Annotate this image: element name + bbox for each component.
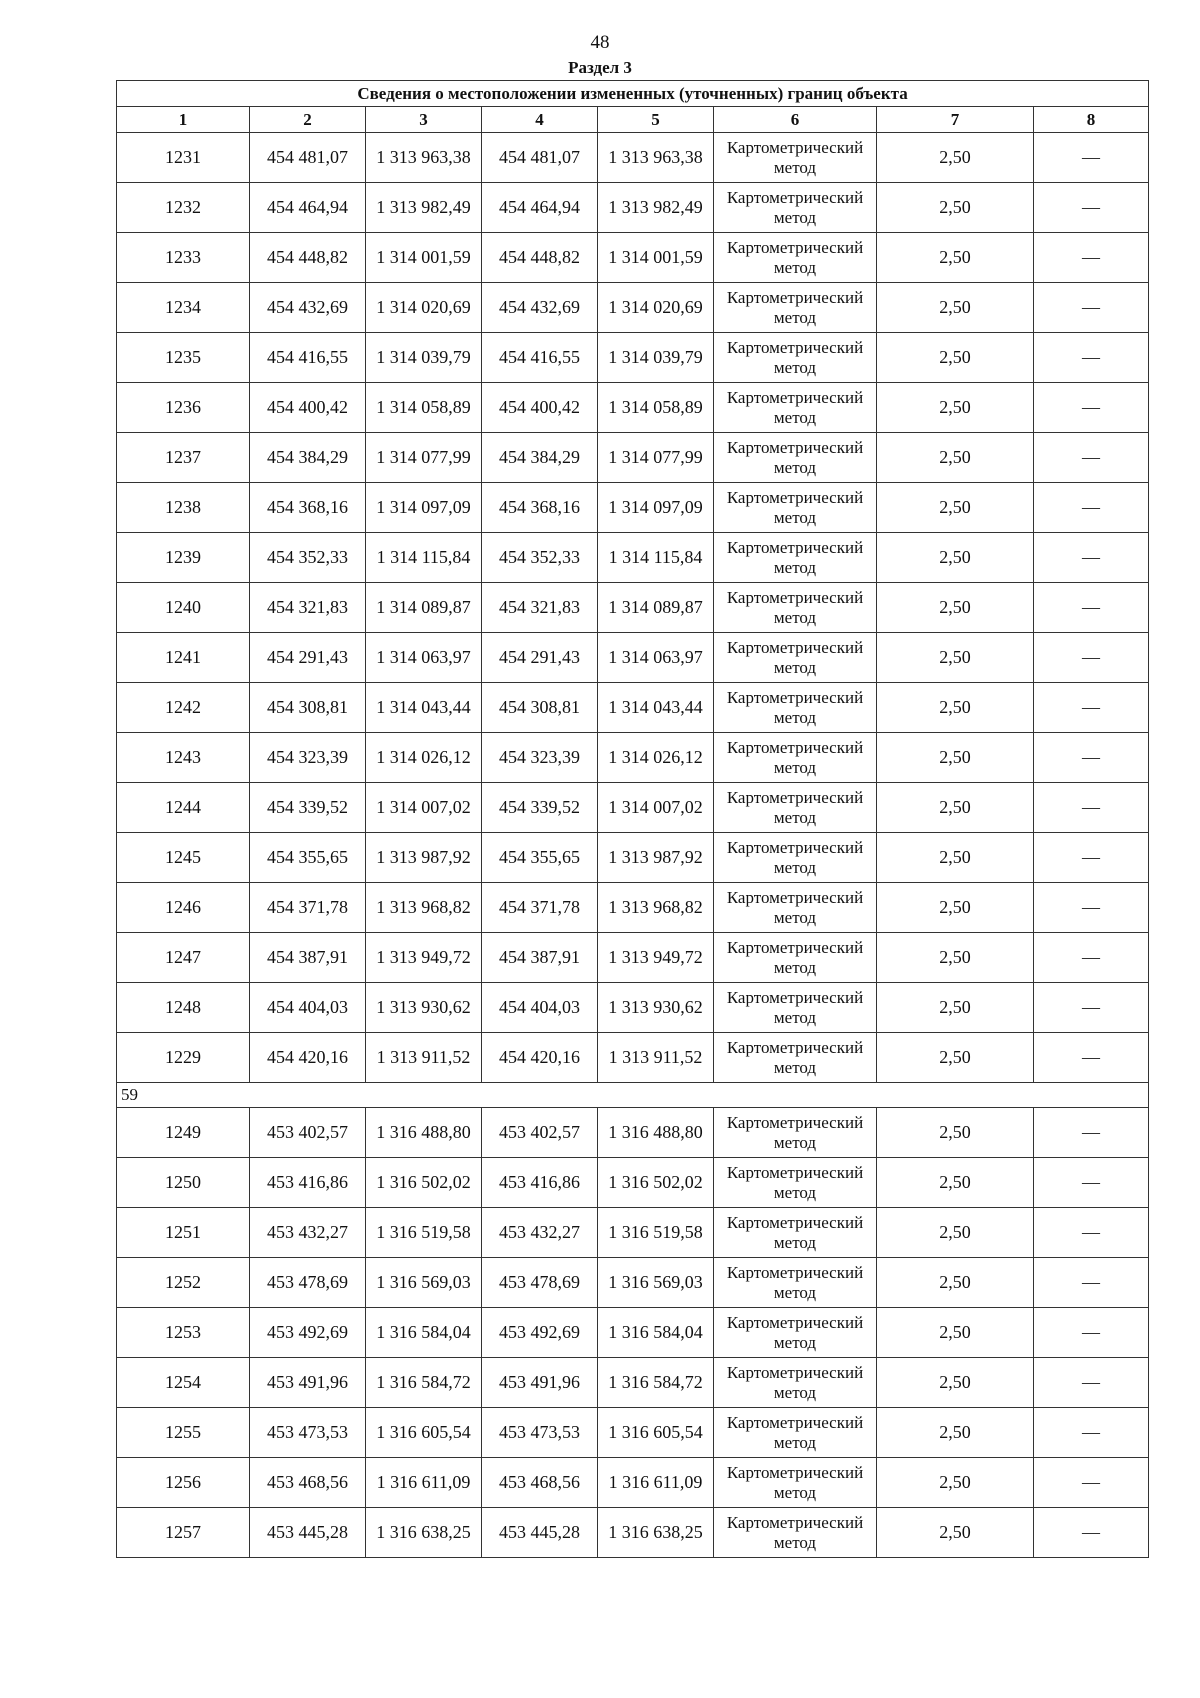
existing-x-cell: 454 323,39 (250, 733, 366, 783)
new-x-cell: 454 321,83 (482, 583, 598, 633)
existing-x-cell: 454 404,03 (250, 983, 366, 1033)
method-cell: Картометрический метод (714, 1308, 877, 1358)
table-row (117, 883, 1149, 933)
description-cell: — (1034, 1308, 1149, 1358)
existing-x-cell: 454 481,07 (250, 133, 366, 183)
accuracy-cell: 2,50 (877, 1108, 1034, 1158)
new-y-cell: 1 314 007,02 (598, 783, 714, 833)
point-number-cell: 1241 (117, 633, 250, 683)
table-row (117, 433, 1149, 483)
description-cell: — (1034, 183, 1149, 233)
table-row (117, 1208, 1149, 1258)
point-number-cell: 1245 (117, 833, 250, 883)
description-cell: — (1034, 833, 1149, 883)
description-cell: — (1034, 1358, 1149, 1408)
method-cell: Картометрический метод (714, 283, 877, 333)
description-cell: — (1034, 1458, 1149, 1508)
accuracy-cell: 2,50 (877, 483, 1034, 533)
existing-x-cell: 454 432,69 (250, 283, 366, 333)
existing-y-cell: 1 313 930,62 (366, 983, 482, 1033)
table-row (117, 633, 1149, 683)
new-x-cell: 454 400,42 (482, 383, 598, 433)
existing-x-cell: 453 445,28 (250, 1508, 366, 1558)
description-cell: — (1034, 333, 1149, 383)
new-x-cell: 454 355,65 (482, 833, 598, 883)
existing-x-cell: 454 291,43 (250, 633, 366, 683)
existing-x-cell: 454 387,91 (250, 933, 366, 983)
new-x-cell: 454 416,55 (482, 333, 598, 383)
table-row (117, 183, 1149, 233)
existing-x-cell: 454 384,29 (250, 433, 366, 483)
column-number-6: 6 (714, 107, 877, 133)
description-cell: — (1034, 1508, 1149, 1558)
point-number-cell: 1244 (117, 783, 250, 833)
accuracy-cell: 2,50 (877, 683, 1034, 733)
description-cell: — (1034, 533, 1149, 583)
table-row (117, 1158, 1149, 1208)
table-row (117, 1458, 1149, 1508)
point-number-cell: 1232 (117, 183, 250, 233)
existing-x-cell: 454 371,78 (250, 883, 366, 933)
existing-y-cell: 1 313 963,38 (366, 133, 482, 183)
new-x-cell: 454 387,91 (482, 933, 598, 983)
table-row (117, 1358, 1149, 1408)
method-cell: Картометрический метод (714, 1508, 877, 1558)
existing-x-cell: 453 492,69 (250, 1308, 366, 1358)
table-row (117, 583, 1149, 633)
accuracy-cell: 2,50 (877, 1033, 1034, 1083)
existing-y-cell: 1 313 982,49 (366, 183, 482, 233)
description-cell: — (1034, 983, 1149, 1033)
point-number-cell: 1239 (117, 533, 250, 583)
existing-y-cell: 1 314 026,12 (366, 733, 482, 783)
new-x-cell: 454 352,33 (482, 533, 598, 583)
new-y-cell: 1 314 077,99 (598, 433, 714, 483)
table-row (117, 933, 1149, 983)
existing-x-cell: 453 416,86 (250, 1158, 366, 1208)
point-number-cell: 1233 (117, 233, 250, 283)
accuracy-cell: 2,50 (877, 1208, 1034, 1258)
method-cell: Картометрический метод (714, 683, 877, 733)
method-cell: Картометрический метод (714, 1208, 877, 1258)
description-cell: — (1034, 683, 1149, 733)
existing-y-cell: 1 313 987,92 (366, 833, 482, 883)
existing-y-cell: 1 314 043,44 (366, 683, 482, 733)
new-x-cell: 453 492,69 (482, 1308, 598, 1358)
existing-y-cell: 1 316 584,04 (366, 1308, 482, 1358)
method-cell: Картометрический метод (714, 483, 877, 533)
existing-x-cell: 453 478,69 (250, 1258, 366, 1308)
existing-y-cell: 1 316 584,72 (366, 1358, 482, 1408)
existing-y-cell: 1 314 063,97 (366, 633, 482, 683)
method-cell: Картометрический метод (714, 133, 877, 183)
method-cell: Картометрический метод (714, 1258, 877, 1308)
point-number-cell: 1256 (117, 1458, 250, 1508)
new-y-cell: 1 313 982,49 (598, 183, 714, 233)
accuracy-cell: 2,50 (877, 433, 1034, 483)
method-cell: Картометрический метод (714, 533, 877, 583)
new-y-cell: 1 316 584,04 (598, 1308, 714, 1358)
new-x-cell: 453 416,86 (482, 1158, 598, 1208)
new-y-cell: 1 313 987,92 (598, 833, 714, 883)
column-number-4: 4 (482, 107, 598, 133)
point-number-cell: 1253 (117, 1308, 250, 1358)
point-number-cell: 1257 (117, 1508, 250, 1558)
table-row (117, 783, 1149, 833)
new-x-cell: 453 478,69 (482, 1258, 598, 1308)
accuracy-cell: 2,50 (877, 1458, 1034, 1508)
accuracy-cell: 2,50 (877, 533, 1034, 583)
accuracy-cell: 2,50 (877, 333, 1034, 383)
description-cell: — (1034, 233, 1149, 283)
method-cell: Картометрический метод (714, 633, 877, 683)
existing-y-cell: 1 314 077,99 (366, 433, 482, 483)
description-cell: — (1034, 483, 1149, 533)
table-row (117, 1308, 1149, 1358)
table-row (117, 833, 1149, 883)
description-cell: — (1034, 1208, 1149, 1258)
existing-y-cell: 1 314 020,69 (366, 283, 482, 333)
new-x-cell: 453 468,56 (482, 1458, 598, 1508)
table-row (117, 233, 1149, 283)
column-number-7: 7 (877, 107, 1034, 133)
table-caption-row (117, 81, 1149, 107)
column-number-2: 2 (250, 107, 366, 133)
table-row (117, 683, 1149, 733)
point-number-cell: 1236 (117, 383, 250, 433)
new-x-cell: 453 402,57 (482, 1108, 598, 1158)
new-y-cell: 1 314 115,84 (598, 533, 714, 583)
accuracy-cell: 2,50 (877, 1258, 1034, 1308)
table-row (117, 333, 1149, 383)
accuracy-cell: 2,50 (877, 183, 1034, 233)
existing-y-cell: 1 314 001,59 (366, 233, 482, 283)
method-cell: Картометрический метод (714, 183, 877, 233)
existing-y-cell: 1 316 638,25 (366, 1508, 482, 1558)
accuracy-cell: 2,50 (877, 233, 1034, 283)
accuracy-cell: 2,50 (877, 783, 1034, 833)
accuracy-cell: 2,50 (877, 933, 1034, 983)
description-cell: — (1034, 383, 1149, 433)
accuracy-cell: 2,50 (877, 383, 1034, 433)
new-x-cell: 453 432,27 (482, 1208, 598, 1258)
accuracy-cell: 2,50 (877, 833, 1034, 883)
description-cell: — (1034, 883, 1149, 933)
new-x-cell: 454 339,52 (482, 783, 598, 833)
new-y-cell: 1 316 605,54 (598, 1408, 714, 1458)
new-y-cell: 1 314 089,87 (598, 583, 714, 633)
existing-x-cell: 454 308,81 (250, 683, 366, 733)
table-row (117, 1108, 1149, 1158)
table-row (117, 1258, 1149, 1308)
page-number: 48 (590, 32, 610, 53)
new-x-cell: 453 445,28 (482, 1508, 598, 1558)
new-x-cell: 454 384,29 (482, 433, 598, 483)
accuracy-cell: 2,50 (877, 883, 1034, 933)
accuracy-cell: 2,50 (877, 1358, 1034, 1408)
existing-y-cell: 1 316 569,03 (366, 1258, 482, 1308)
description-cell: — (1034, 283, 1149, 333)
table-row (117, 983, 1149, 1033)
column-number-row (117, 107, 1149, 133)
new-x-cell: 454 308,81 (482, 683, 598, 733)
new-y-cell: 1 316 638,25 (598, 1508, 714, 1558)
boundary-coordinates-table (116, 80, 1149, 1558)
description-cell: — (1034, 133, 1149, 183)
point-number-cell: 1235 (117, 333, 250, 383)
existing-x-cell: 454 400,42 (250, 383, 366, 433)
method-cell: Картометрический метод (714, 1158, 877, 1208)
new-y-cell: 1 316 611,09 (598, 1458, 714, 1508)
description-cell: — (1034, 733, 1149, 783)
new-y-cell: 1 314 097,09 (598, 483, 714, 533)
accuracy-cell: 2,50 (877, 983, 1034, 1033)
existing-x-cell: 454 448,82 (250, 233, 366, 283)
method-cell: Картометрический метод (714, 1108, 877, 1158)
method-cell: Картометрический метод (714, 833, 877, 883)
new-y-cell: 1 313 930,62 (598, 983, 714, 1033)
method-cell: Картометрический метод (714, 783, 877, 833)
new-y-cell: 1 314 039,79 (598, 333, 714, 383)
new-y-cell: 1 313 968,82 (598, 883, 714, 933)
new-x-cell: 454 371,78 (482, 883, 598, 933)
accuracy-cell: 2,50 (877, 283, 1034, 333)
group-label: 59 (117, 1083, 1149, 1108)
table-row (117, 1408, 1149, 1458)
point-number-cell: 1246 (117, 883, 250, 933)
new-y-cell: 1 313 949,72 (598, 933, 714, 983)
existing-x-cell: 453 402,57 (250, 1108, 366, 1158)
existing-x-cell: 454 416,55 (250, 333, 366, 383)
new-y-cell: 1 314 063,97 (598, 633, 714, 683)
point-number-cell: 1254 (117, 1358, 250, 1408)
accuracy-cell: 2,50 (877, 583, 1034, 633)
new-x-cell: 454 481,07 (482, 133, 598, 183)
description-cell: — (1034, 1108, 1149, 1158)
new-y-cell: 1 316 488,80 (598, 1108, 714, 1158)
method-cell: Картометрический метод (714, 1458, 877, 1508)
accuracy-cell: 2,50 (877, 1158, 1034, 1208)
description-cell: — (1034, 1408, 1149, 1458)
method-cell: Картометрический метод (714, 1408, 877, 1458)
existing-y-cell: 1 314 058,89 (366, 383, 482, 433)
table-row (117, 283, 1149, 333)
existing-x-cell: 453 468,56 (250, 1458, 366, 1508)
existing-y-cell: 1 314 007,02 (366, 783, 482, 833)
point-number-cell: 1238 (117, 483, 250, 533)
new-y-cell: 1 314 020,69 (598, 283, 714, 333)
new-x-cell: 453 491,96 (482, 1358, 598, 1408)
accuracy-cell: 2,50 (877, 633, 1034, 683)
column-number-3: 3 (366, 107, 482, 133)
existing-y-cell: 1 314 089,87 (366, 583, 482, 633)
description-cell: — (1034, 783, 1149, 833)
method-cell: Картометрический метод (714, 983, 877, 1033)
description-cell: — (1034, 1158, 1149, 1208)
existing-x-cell: 454 420,16 (250, 1033, 366, 1083)
existing-y-cell: 1 314 039,79 (366, 333, 482, 383)
existing-y-cell: 1 314 097,09 (366, 483, 482, 533)
column-number-8: 8 (1034, 107, 1149, 133)
description-cell: — (1034, 933, 1149, 983)
point-number-cell: 1247 (117, 933, 250, 983)
table-body (117, 133, 1149, 1558)
method-cell: Картометрический метод (714, 333, 877, 383)
new-x-cell: 454 291,43 (482, 633, 598, 683)
new-x-cell: 454 368,16 (482, 483, 598, 533)
point-number-cell: 1237 (117, 433, 250, 483)
point-number-cell: 1231 (117, 133, 250, 183)
method-cell: Картометрический метод (714, 233, 877, 283)
existing-y-cell: 1 313 968,82 (366, 883, 482, 933)
new-x-cell: 454 420,16 (482, 1033, 598, 1083)
column-number-5: 5 (598, 107, 714, 133)
point-number-cell: 1242 (117, 683, 250, 733)
new-y-cell: 1 313 911,52 (598, 1033, 714, 1083)
existing-x-cell: 454 355,65 (250, 833, 366, 883)
point-number-cell: 1251 (117, 1208, 250, 1258)
new-y-cell: 1 313 963,38 (598, 133, 714, 183)
section-title: Раздел 3 (568, 58, 632, 77)
description-cell: — (1034, 1258, 1149, 1308)
new-y-cell: 1 316 502,02 (598, 1158, 714, 1208)
new-x-cell: 454 464,94 (482, 183, 598, 233)
description-cell: — (1034, 1033, 1149, 1083)
existing-y-cell: 1 316 519,58 (366, 1208, 482, 1258)
existing-y-cell: 1 316 611,09 (366, 1458, 482, 1508)
new-x-cell: 454 432,69 (482, 283, 598, 333)
existing-x-cell: 453 491,96 (250, 1358, 366, 1408)
method-cell: Картометрический метод (714, 1358, 877, 1408)
existing-x-cell: 453 432,27 (250, 1208, 366, 1258)
table-row (117, 733, 1149, 783)
table-row (117, 533, 1149, 583)
new-x-cell: 454 404,03 (482, 983, 598, 1033)
existing-y-cell: 1 316 605,54 (366, 1408, 482, 1458)
method-cell: Картометрический метод (714, 883, 877, 933)
existing-x-cell: 454 368,16 (250, 483, 366, 533)
new-y-cell: 1 316 569,03 (598, 1258, 714, 1308)
point-number-cell: 1229 (117, 1033, 250, 1083)
accuracy-cell: 2,50 (877, 1308, 1034, 1358)
new-x-cell: 453 473,53 (482, 1408, 598, 1458)
point-number-cell: 1249 (117, 1108, 250, 1158)
point-number-cell: 1240 (117, 583, 250, 633)
method-cell: Картометрический метод (714, 583, 877, 633)
new-y-cell: 1 314 026,12 (598, 733, 714, 783)
new-y-cell: 1 314 001,59 (598, 233, 714, 283)
point-number-cell: 1250 (117, 1158, 250, 1208)
accuracy-cell: 2,50 (877, 133, 1034, 183)
table-row (117, 383, 1149, 433)
new-y-cell: 1 314 043,44 (598, 683, 714, 733)
point-number-cell: 1248 (117, 983, 250, 1033)
existing-x-cell: 453 473,53 (250, 1408, 366, 1458)
accuracy-cell: 2,50 (877, 1508, 1034, 1558)
new-y-cell: 1 314 058,89 (598, 383, 714, 433)
method-cell: Картометрический метод (714, 933, 877, 983)
existing-y-cell: 1 314 115,84 (366, 533, 482, 583)
table-row (117, 483, 1149, 533)
description-cell: — (1034, 433, 1149, 483)
point-number-cell: 1252 (117, 1258, 250, 1308)
existing-x-cell: 454 352,33 (250, 533, 366, 583)
table-row (117, 1508, 1149, 1558)
existing-x-cell: 454 339,52 (250, 783, 366, 833)
description-cell: — (1034, 633, 1149, 683)
method-cell: Картометрический метод (714, 433, 877, 483)
description-cell: — (1034, 583, 1149, 633)
point-number-cell: 1234 (117, 283, 250, 333)
table-caption: Сведения о местоположении измененных (уточненных) границ объекта (117, 81, 1149, 107)
existing-y-cell: 1 316 488,80 (366, 1108, 482, 1158)
point-number-cell: 1243 (117, 733, 250, 783)
method-cell: Картометрический метод (714, 1033, 877, 1083)
table-row (117, 1033, 1149, 1083)
point-number-cell: 1255 (117, 1408, 250, 1458)
accuracy-cell: 2,50 (877, 1408, 1034, 1458)
column-number-1: 1 (117, 107, 250, 133)
new-x-cell: 454 323,39 (482, 733, 598, 783)
method-cell: Картометрический метод (714, 733, 877, 783)
existing-y-cell: 1 316 502,02 (366, 1158, 482, 1208)
group-row (117, 1083, 1149, 1108)
existing-x-cell: 454 464,94 (250, 183, 366, 233)
accuracy-cell: 2,50 (877, 733, 1034, 783)
new-x-cell: 454 448,82 (482, 233, 598, 283)
new-y-cell: 1 316 584,72 (598, 1358, 714, 1408)
new-y-cell: 1 316 519,58 (598, 1208, 714, 1258)
table-row (117, 133, 1149, 183)
existing-y-cell: 1 313 949,72 (366, 933, 482, 983)
existing-x-cell: 454 321,83 (250, 583, 366, 633)
method-cell: Картометрический метод (714, 383, 877, 433)
existing-y-cell: 1 313 911,52 (366, 1033, 482, 1083)
